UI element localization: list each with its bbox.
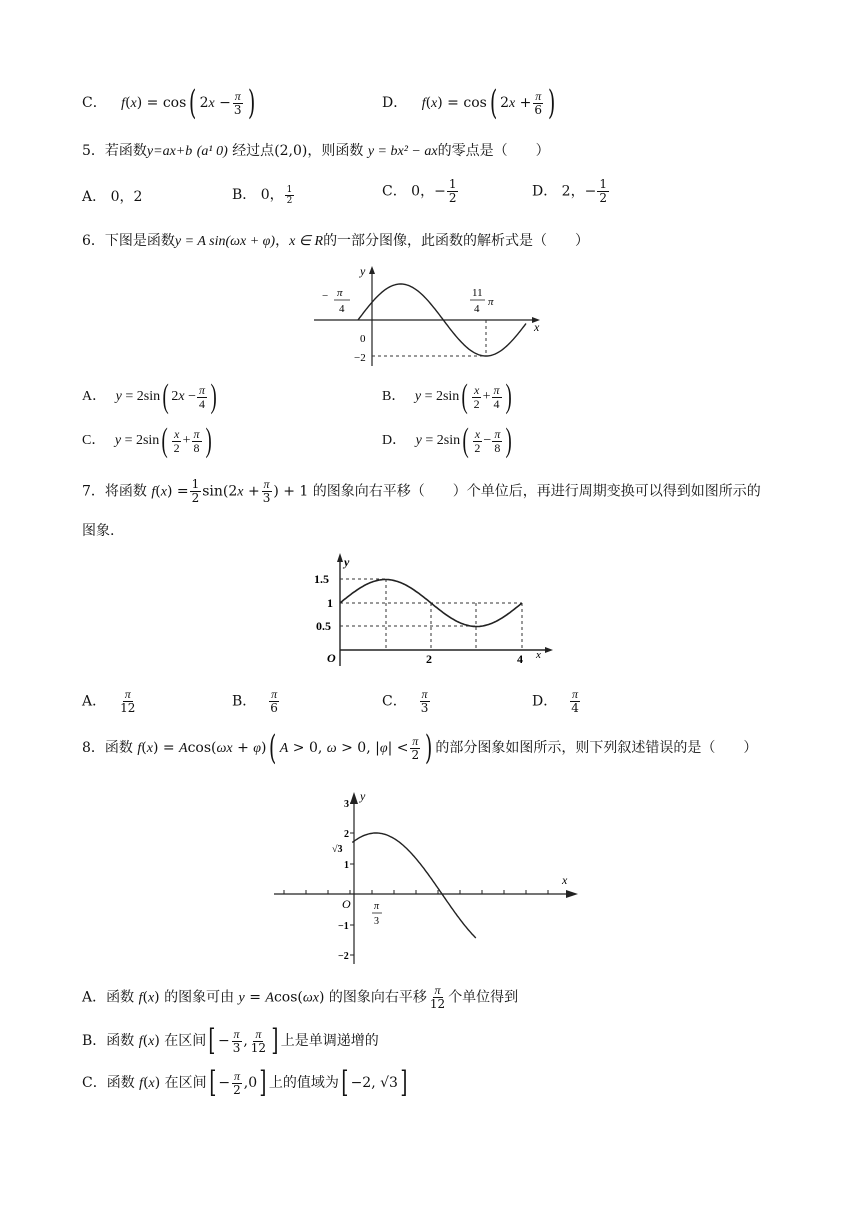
left-label-sign: − [322,290,329,302]
option-letter: D． [532,183,558,200]
q5-option-a: A． 0，2 [82,189,143,205]
q6-option-c: C． y = 2sin( $\frac{x}{2}$ + $\frac{\pi}{8}$ ) [82,422,212,459]
y-tick-label: −2 [338,951,349,962]
option-letter: B． [382,389,406,405]
left-label-num: π [337,287,343,299]
q5-stem [82,140,550,160]
q5-stem-text: 5．若函数 [82,143,147,159]
y-tick-label: 2 [344,829,349,840]
q7-option-d: D． $\frac{\pi}{4}$ [532,687,579,715]
q7-option-b: B． $\frac{\pi}{6}$ [232,687,278,715]
q7-option-c: C． $\frac{\pi}{3}$ [382,687,429,715]
q6-stem [82,230,589,250]
q5-option-b: B． 0， $\frac{1}{2}$ [232,184,293,206]
q5-point: (2,0) [274,143,308,159]
origin-label: O [327,651,336,665]
q5-condition: (a¹ 0) [196,144,228,159]
q8-option-c: C．函数 f(x) 在区间[ − $\frac{\pi}{2}$ ,0] 上的值域为[ −2, √3] [82,1065,408,1100]
option-letter: C． [82,95,107,111]
q5-function: y=ax+b [146,144,193,159]
q7-graph [310,550,560,670]
q4-option-d [382,83,558,123]
y-tick-label: 3 [344,799,349,810]
q7-stem: 7．将函数 f(x) = $\frac{1}{2}$ sin(2x + $\frac{\pi}{3}$ ) + 1 的图象向右平移（ ）个单位后，再进行周期变换可以得到如图所示的 [82,477,761,505]
q4-option-c-formula: f(x) = cos( 2x − $\frac{\pi}{3}$ ) [121,83,255,123]
q6-comma: ， [275,233,290,249]
y-tick-label: 0.5 [316,619,331,633]
q7-stem-line2: 图象. [82,523,115,539]
q6-function: y = A sin(ωx + φ) [174,234,276,249]
x-tick-label: 4 [517,652,523,666]
q5-stem-text-3: ，则函数 [307,143,364,159]
y-axis-label: y [360,789,366,803]
option-letter: A． [82,989,107,1006]
right-label-num: 11 [472,287,483,299]
x-tick-label: 2 [426,652,432,666]
y-axis-label: y [344,555,350,569]
option-letter: A． [82,693,107,710]
q6-option-b: B． y = 2sin( $\frac{x}{2}$ + $\frac{\pi}{4}$ ) [382,378,512,415]
q7-option-a: A． $\frac{\pi}{12}$ [82,687,136,715]
y-tick-label: 1 [344,860,349,871]
q4-option-d-formula: f(x) = cos( 2x + $\frac{\pi}{6}$ ) [421,83,556,123]
right-label-den: 4 [474,303,480,315]
q8-graph [270,786,590,966]
q8-cosine-curve [352,833,476,938]
q5-option-c: C． 0，− $\frac{1}{2}$ [382,177,457,205]
q6-graph [310,262,550,370]
q6-domain: x ∈ R [289,234,324,249]
q6-option-a: A． y = 2sin( 2x − $\frac{\pi}{4}$ ) [82,378,217,415]
q7-sine-curve [340,580,522,627]
q5-option-d: D． 2，− $\frac{1}{2}$ [532,177,607,205]
q6-stem-text: 6．下图是函数 [82,233,175,249]
x-axis-label: x [562,873,568,887]
option-letter: D． [382,95,408,111]
q4-option-c [82,83,258,123]
x-axis-label: x [536,649,541,661]
y-tick-label: −1 [338,921,349,932]
q5-stem-text-4: 的零点是（ ） [437,143,550,159]
q6-option-d: D． y = 2sin( $\frac{x}{2}$ − $\frac{\pi}{8}$ ) [382,422,513,459]
option-letter: B． [232,187,257,203]
option-letter: D． [382,433,407,449]
y-tick-label: √3 [332,844,343,855]
option-letter: C． [382,693,407,710]
x-tick-num: π [374,901,380,912]
zero-label: 0 [360,333,366,345]
y-tick-label: 1.5 [314,572,329,586]
q5-function-2: y = bx² − ax [367,144,438,159]
y-tick-label: 1 [327,596,333,610]
option-letter: B． [232,693,257,710]
option-letter: D． [532,693,558,710]
left-label-den: 4 [339,303,345,315]
x-axis-label: x [534,320,540,334]
option-letter: A． [82,389,107,405]
option-letter: B． [82,1033,107,1049]
q5-stem-text-2: 经过点 [232,143,275,159]
min-label: −2 [354,352,366,364]
origin-label: O [342,897,351,911]
option-letter: A． [82,189,107,205]
right-label-pi: π [488,296,494,308]
option-letter: C． [82,1075,107,1091]
q8-stem: 8．函数 f(x) = Acos(ωx + φ)( A > 0, ω > 0, |φ| < $\frac{\pi}{2}$ ) 的部分图象如图所示，则下列叙述错误的是（ ） [82,728,758,768]
q6-stem-text-2: 的一部分图像，此函数的解析式是（ ） [323,233,590,249]
option-letter: C． [82,433,106,449]
x-tick-den: 3 [374,916,379,927]
q8-option-a: A．函数 f(x) 的图象可由 y = Acos(ωx) 的图象向右平移 $\frac{\pi}{12}$ 个单位得到 [82,983,519,1011]
y-axis-label: y [360,264,366,278]
q8-option-b: B．函数 f(x) 在区间[ − $\frac{\pi}{3}$ , $\frac{\pi}{12}$ ] 上是单调递增的 [82,1023,379,1058]
option-letter: C． [382,183,407,200]
